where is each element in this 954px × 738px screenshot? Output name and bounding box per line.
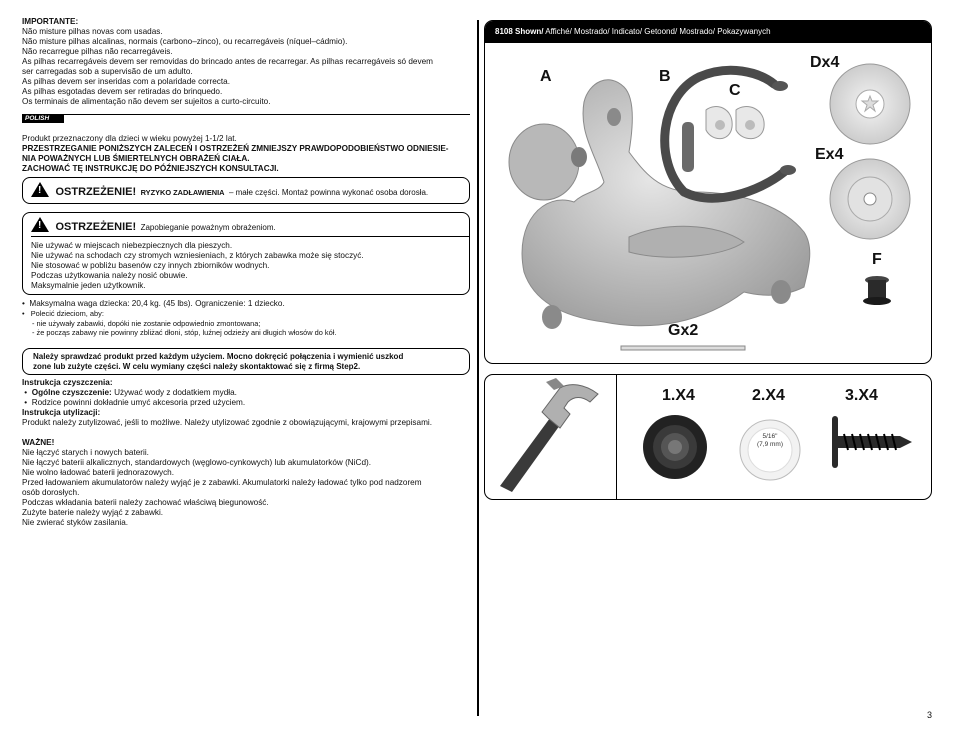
bullet-text: Polecić dzieciom, aby: — [30, 309, 104, 318]
care-section — [22, 378, 470, 528]
label-c: C — [729, 82, 741, 99]
label-b: B — [659, 68, 671, 85]
warning-icon — [31, 182, 49, 197]
cleaning-text: Używać wody z dodatkiem mydła. — [111, 388, 237, 397]
pt-line: Os terminais de alimentação não devem ser sujeitos a curto-circuito. — [22, 97, 271, 106]
pt-line: As pilhas recarregáveis devem ser removidas do brincado antes de recarregar. As pilhas recarregáveis só devem — [22, 57, 433, 66]
washer-icon — [735, 415, 805, 485]
wheel-front-part — [830, 64, 910, 144]
language-tab: POLISH — [22, 114, 64, 123]
battery-heading: WAŻNE! — [22, 438, 55, 447]
battery-line: Nie zwierać styków zasilania. — [22, 518, 129, 527]
bullet-item: • Maksymalna waga dziecka: 20,4 kg. (45 lbs). Ograniczenie: 1 dziecko. — [22, 299, 285, 308]
cleaning-item: • Rodzice powinni dokładnie umyć akcesoria przed użyciem. — [22, 398, 246, 407]
cap-part — [863, 276, 891, 305]
washer-size-in: 5/16" — [762, 433, 778, 440]
battery-line: Podczas wkładania baterii należy zachować właściwą biegunowość. — [22, 498, 269, 507]
battery-line: osób dorosłych. — [22, 488, 80, 497]
polish-intro — [22, 134, 470, 174]
disposal-text: Produkt należy zutylizować, jeśli to możliwe. Należy utylizować zgodnie z obowiązującymi, krajowymi przepisami. — [22, 418, 432, 427]
warning-icon — [31, 217, 49, 232]
pt-line: As pilhas devem ser inseridas com a polaridade correcta. — [22, 77, 230, 86]
inspection-line: zone lub zużyte części. W celu wymiany części należy skontaktować się z firmą Step2. — [33, 362, 361, 371]
bullet-text: Maksymalna waga dziecka: 20,4 kg. (45 lbs). Ograniczenie: 1 dziecko. — [29, 299, 285, 308]
label-g: Gx2 — [668, 322, 699, 339]
choking-warning-box — [22, 177, 470, 204]
bullet-item: • Polecić dzieciom, aby: — [22, 309, 104, 318]
warning-line: Maksymalnie jeden użytkownik. — [31, 281, 146, 290]
warning-title: OSTRZEŻENIE! — [55, 221, 137, 233]
injury-warning-box — [22, 212, 470, 295]
column-divider — [477, 20, 479, 716]
usage-bullets — [22, 299, 470, 338]
warning-line: Nie używać w miejscach niebezpiecznych dla pieszych. — [31, 241, 233, 250]
inspection-box — [22, 348, 470, 375]
tool-label-2: 2.X4 — [752, 387, 785, 404]
tools-divider — [616, 375, 617, 499]
left-column — [22, 17, 470, 107]
sub-bullet: - nie używały zabawki, dopóki nie zostanie odpowiednio zmontowana; — [32, 318, 261, 328]
warning-text: – małe części. Montaż powinna wykonać osoba dorosła. — [228, 188, 429, 197]
pt-line: As pilhas esgotadas devem ser retiradas do brinquedo. — [22, 87, 223, 96]
washer-size-mm: (7,9 mm) — [757, 441, 783, 448]
warning-subtitle: RYZYKO ZADŁAWIENIA — [140, 188, 225, 197]
pt-line: Não recarregue pilhas não recarregáveis. — [22, 47, 173, 56]
screw-icon — [826, 412, 916, 472]
battery-line: Nie łączyć baterii alkalicznych, standardowych (węglowo-cynkowych) lub akumulatorków (NiCd). — [22, 458, 372, 467]
pt-heading: IMPORTANTE: — [22, 17, 79, 26]
pt-line: Não misture pilhas novas com usadas. — [22, 27, 163, 36]
pt-line: ser carregadas sob a supervisão de um adulto. — [22, 67, 193, 76]
label-d: Dx4 — [810, 54, 840, 71]
age-line: Produkt przeznaczony dla dzieci w wieku powyżej 1-1/2 lat. — [22, 134, 237, 143]
caution-line: PRZESTRZEGANIE PONIŻSZYCH ZALECEŃ I OSTRZEŻEŃ ZMNIEJSZY PRAWDOPODOBIEŃSTWO ODNIESIE- — [22, 144, 449, 153]
cleaning-text: Rodzice powinni dokładnie umyć akcesoria przed użyciem. — [31, 398, 246, 407]
shown-languages: Affiché/ Mostrado/ Indicato/ Getoond/ Mostrado/ Pokazywanych — [543, 27, 771, 36]
battery-line: Zużyte baterie należy wyjąć z zabawki. — [22, 508, 164, 517]
label-e: Ex4 — [815, 146, 844, 163]
battery-line: Przed ładowaniem akumulatorów należy wyjąć je z zabawki. Akumulatorki należy ładować tylko pod nadzorem — [22, 478, 422, 487]
sub-bullet: - że począs zabawy nie powinny zbliżać dłoni, stóp, luźnej odzieży ani długich włosów do kół. — [32, 328, 337, 338]
warning-line: Nie stosować w pobliżu basenów czy innych zbiorników wodnych. — [31, 261, 270, 270]
hammer-icon — [490, 378, 610, 496]
eyes-part — [706, 107, 764, 139]
washer-size — [748, 433, 792, 449]
warning-title: OSTRZEŻENIE! — [55, 186, 137, 198]
tool-label-1: 1.X4 — [662, 387, 695, 404]
cleaning-bold: Ogólne czyszczenie: — [31, 388, 112, 397]
hubcap-icon — [640, 410, 710, 485]
inspection-line: Należy sprawdzać produkt przed każdym użyciem. Mocno dokręcić połączenia i wymienić uszkod — [33, 352, 404, 361]
cleaning-heading: Instrukcja czyszczenia: — [22, 378, 113, 387]
shown-model: 8108 Shown/ — [495, 27, 544, 36]
parts-illustration — [484, 42, 932, 364]
caution-line: NIA POWAŻNYCH LUB ŚMIERTELNYCH OBRAŻEŃ CIAŁA. — [22, 154, 250, 163]
caution-line: ZACHOWAĆ TĘ INSTRUKCJĘ DO PÓŹNIEJSZYCH KONSULTACJI. — [22, 164, 279, 173]
page-number: 3 — [926, 710, 932, 720]
warning-line: Podczas użytkowania należy nosić obuwie. — [31, 271, 188, 280]
language-rule — [22, 114, 470, 115]
cleaning-item: • Ogólne czyszczenie: Używać wody z dodatkiem mydła. — [22, 388, 237, 397]
warning-subtitle: Zapobieganie poważnym obrażeniom. — [140, 223, 276, 232]
tool-label-3: 3.X4 — [845, 387, 878, 404]
shown-caption — [485, 21, 931, 43]
axle-part — [621, 346, 745, 350]
label-f: F — [872, 251, 882, 268]
wheel-rear-part — [830, 159, 910, 239]
battery-line: Nie wolno ładować baterii jednorazowych. — [22, 468, 175, 477]
horse-body-part — [509, 80, 810, 329]
label-a: A — [540, 68, 552, 85]
disposal-heading: Instrukcja utylizacji: — [22, 408, 101, 417]
warning-line: Nie używać na schodach czy stromych wzniesieniach, z których zabawka może się stoczyć. — [31, 251, 364, 260]
battery-line: Nie łączyć starych i nowych baterii. — [22, 448, 149, 457]
pt-line: Não misture pilhas alcalinas, normais (carbono–zinco), ou recarregáveis (níquel–cádmio). — [22, 37, 348, 46]
